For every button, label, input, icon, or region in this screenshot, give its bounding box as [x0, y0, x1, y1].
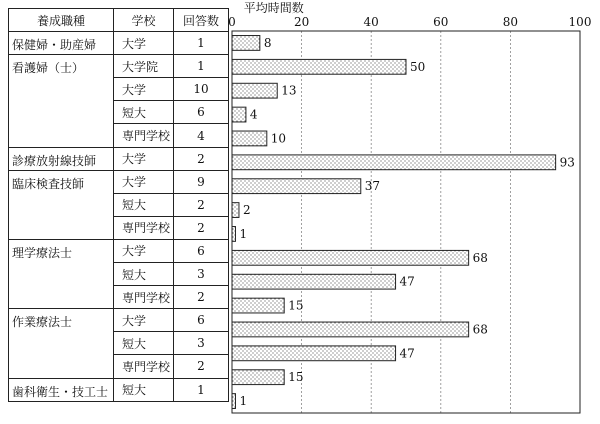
- chart-title: 平均時間数: [243, 1, 304, 15]
- school-type: 短大: [114, 378, 174, 401]
- response-count: 4: [174, 124, 229, 147]
- job-name: 看護婦（士）: [9, 55, 114, 147]
- school-type: 専門学校: [114, 286, 174, 309]
- response-count: 2: [174, 355, 229, 378]
- response-count: 3: [174, 263, 229, 286]
- bar-value-label: 37: [364, 179, 381, 194]
- bar-value-label: 47: [399, 346, 415, 361]
- job-name: 理学療法士: [9, 239, 114, 308]
- response-count: 6: [174, 101, 229, 124]
- response-count: 6: [174, 309, 229, 332]
- bar-value-label: 68: [472, 250, 488, 265]
- bar: [232, 36, 260, 51]
- bar: [232, 155, 556, 170]
- bar: [232, 59, 406, 74]
- bar: [232, 203, 239, 218]
- response-count: 2: [174, 216, 229, 239]
- response-count: 3: [174, 332, 229, 355]
- school-type: 専門学校: [114, 355, 174, 378]
- bar: [232, 83, 277, 98]
- school-type: 専門学校: [114, 124, 174, 147]
- bar-value-label: 47: [399, 274, 415, 289]
- response-count: 9: [174, 170, 229, 193]
- job-name: 臨床検査技師: [9, 170, 114, 239]
- bar: [232, 346, 396, 361]
- bar-value-label: 4: [249, 107, 258, 122]
- header-job: 養成職種: [9, 9, 114, 32]
- bar-value-label: 1: [239, 226, 248, 241]
- response-count: 10: [174, 78, 229, 101]
- bar: [232, 274, 396, 289]
- header-school: 学校: [114, 9, 174, 32]
- bar-value-label: 15: [288, 298, 304, 313]
- bar-value-label: 2: [242, 203, 251, 218]
- response-count: 2: [174, 286, 229, 309]
- job-name: 歯科衛生・技工士: [9, 378, 114, 401]
- x-tick-label: 20: [293, 15, 310, 29]
- response-count: 2: [174, 147, 229, 170]
- bar-value-label: 50: [410, 59, 426, 74]
- school-type: 短大: [114, 332, 174, 355]
- school-type: 大学: [114, 309, 174, 332]
- bar-value-label: 1: [239, 394, 248, 409]
- response-count: 1: [174, 55, 229, 78]
- bar-value-label: 8: [263, 35, 272, 50]
- school-type: 大学: [114, 78, 174, 101]
- x-tick-label: 100: [568, 15, 592, 29]
- bar: [232, 131, 267, 146]
- bar-value-label: 93: [559, 155, 575, 170]
- bar: [232, 107, 246, 122]
- x-tick-label: 0: [228, 15, 236, 29]
- school-type: 大学: [114, 170, 174, 193]
- bar: [232, 370, 284, 385]
- job-name: 作業療法士: [9, 309, 114, 378]
- bar-value-label: 68: [472, 322, 488, 337]
- bar-value-label: 13: [281, 83, 297, 98]
- school-type: 短大: [114, 193, 174, 216]
- school-type: 大学: [114, 147, 174, 170]
- bar: [232, 322, 469, 337]
- response-count: 1: [174, 378, 229, 401]
- school-type: 短大: [114, 101, 174, 124]
- bar-value-label: 15: [288, 370, 304, 385]
- x-tick-label: 60: [433, 15, 449, 29]
- school-type: 専門学校: [114, 216, 174, 239]
- job-name: 診療放射線技師: [9, 147, 114, 170]
- response-count: 1: [174, 32, 229, 55]
- school-type: 大学: [114, 239, 174, 262]
- bar: [232, 179, 361, 194]
- school-type: 大学: [114, 32, 174, 55]
- school-type: 短大: [114, 263, 174, 286]
- bar: [232, 250, 469, 265]
- bar-value-label: 10: [270, 131, 287, 146]
- header-count: 回答数: [174, 9, 229, 32]
- bar: [232, 227, 235, 242]
- response-count: 2: [174, 193, 229, 216]
- x-tick-label: 40: [363, 15, 379, 29]
- bar: [232, 394, 235, 409]
- job-name: 保健婦・助産婦: [9, 32, 114, 55]
- bar: [232, 298, 284, 313]
- x-tick-label: 80: [502, 15, 519, 29]
- response-count: 6: [174, 239, 229, 262]
- school-type: 大学院: [114, 55, 174, 78]
